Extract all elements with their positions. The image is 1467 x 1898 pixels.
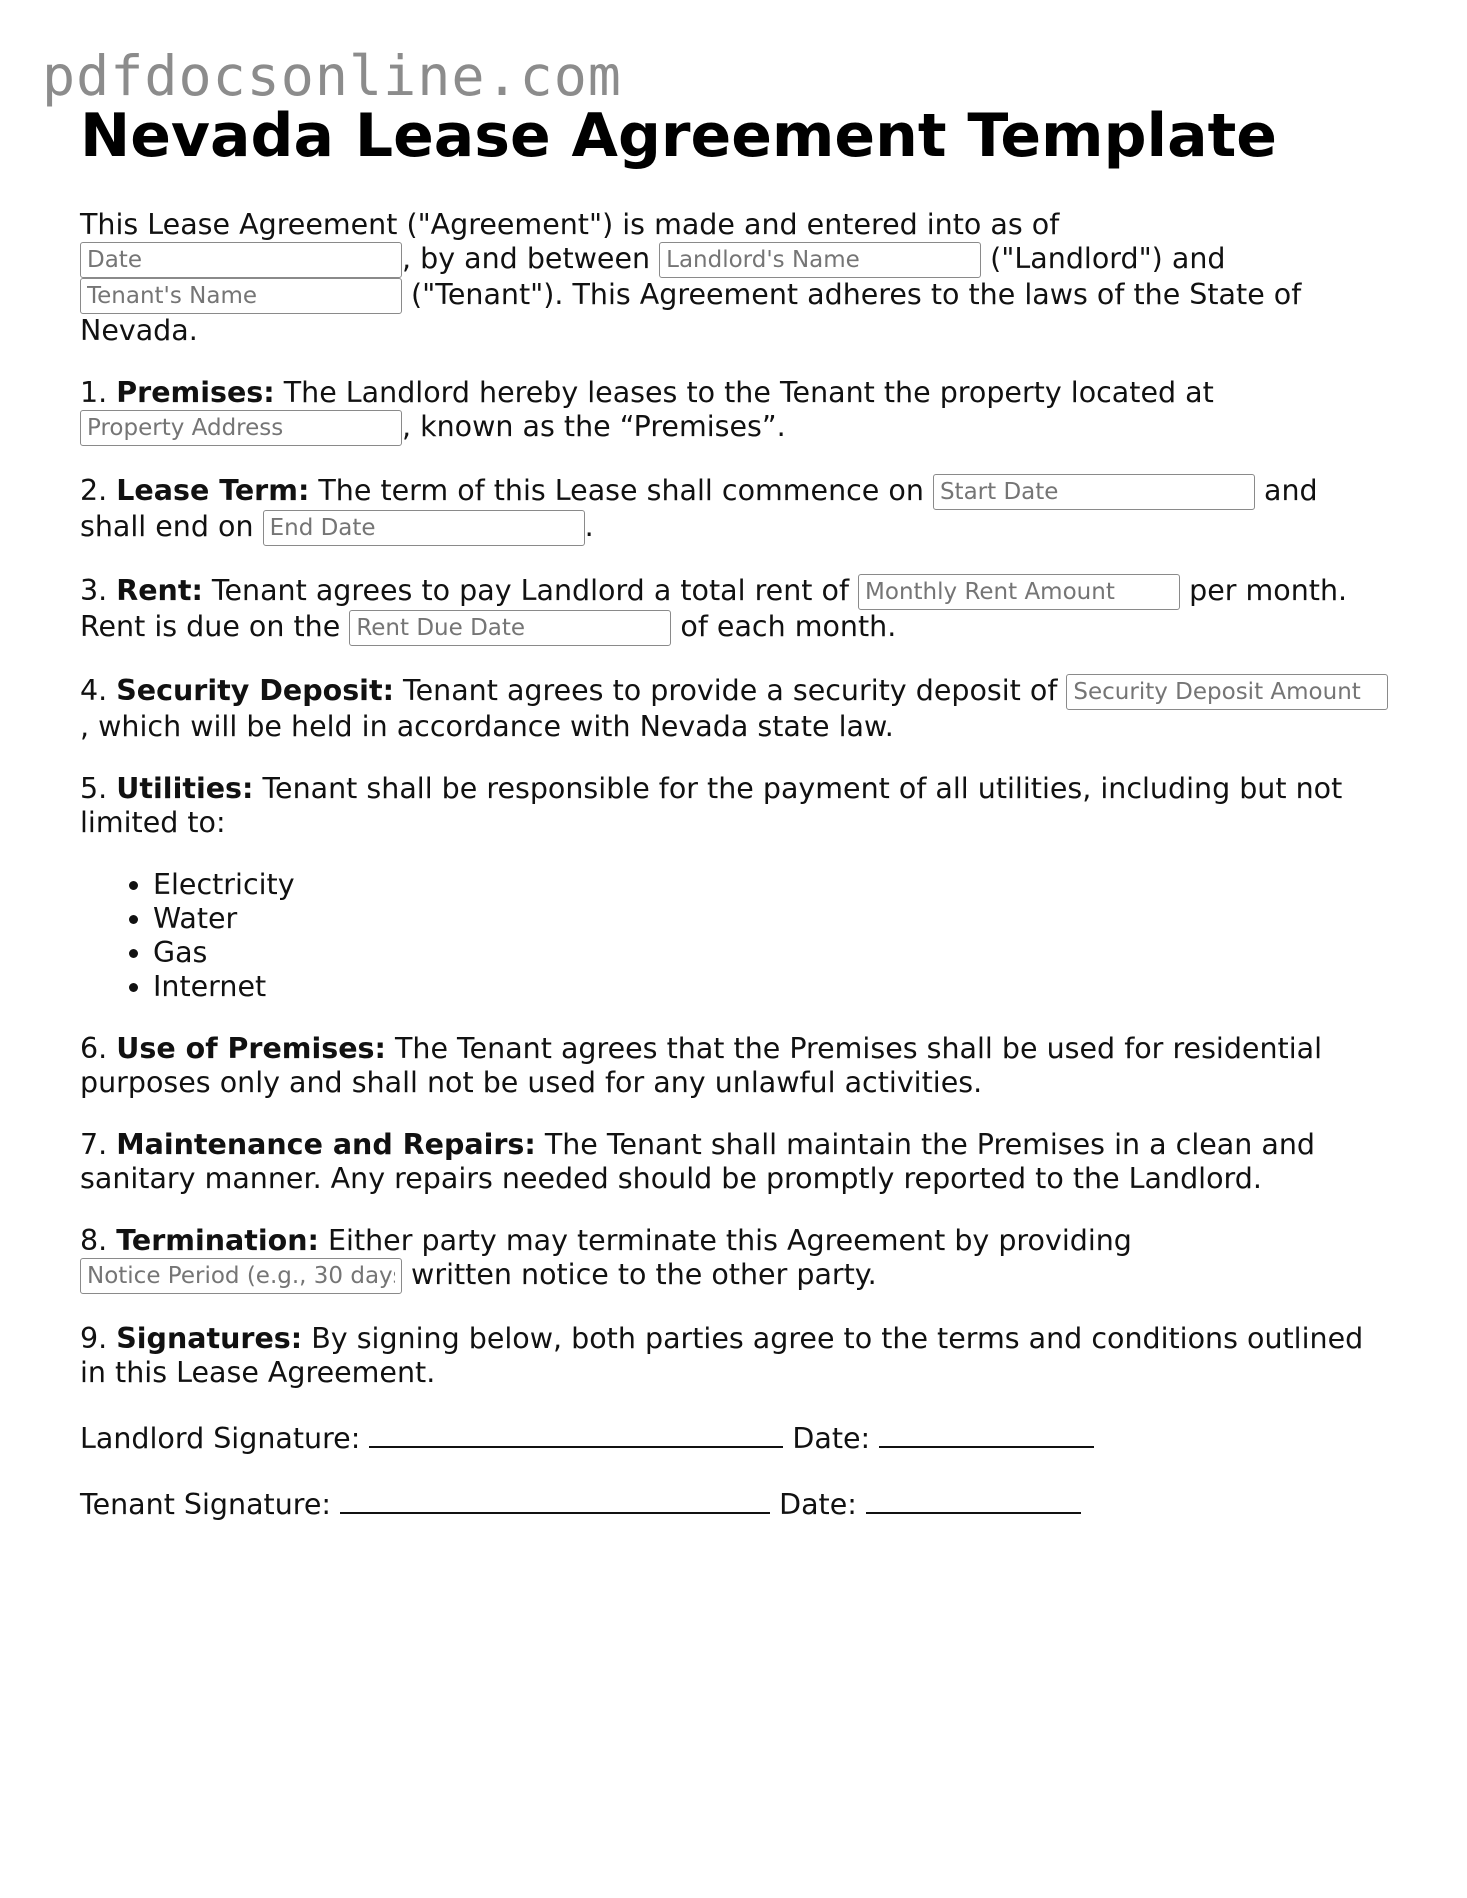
tenant-name-field[interactable] bbox=[80, 278, 402, 314]
section-label: Maintenance and Repairs: bbox=[116, 1128, 536, 1161]
section-lease-term: 2. Lease Term: The term of this Lease shall commence on Start Date and shall end on End Date . bbox=[80, 474, 1390, 546]
section-label: Termination: bbox=[116, 1224, 319, 1257]
landlord-name-field[interactable] bbox=[659, 242, 981, 278]
section-label: Lease Term: bbox=[116, 474, 310, 507]
section-label: Utilities: bbox=[116, 772, 254, 805]
landlord-date-line[interactable] bbox=[879, 1418, 1094, 1448]
section-termination: 8. Termination: Either party may terminate this Agreement by providing Notice Period (e.g., 30 days) written notice to the other party. bbox=[80, 1224, 1390, 1294]
list-item: • Electricity bbox=[153, 868, 1390, 902]
intro-paragraph: This Lease Agreement ("Agreement") is made and entered into as of Date, by and between Landlord's Name ("Landlord") and Tenant's Name ("Tenant"). This Agreement adheres to the laws of the State of Nevada. bbox=[80, 208, 1390, 348]
date-field[interactable] bbox=[80, 242, 402, 278]
rent-due-date-field[interactable] bbox=[349, 610, 671, 646]
page-title: Nevada Lease Agreement Template bbox=[80, 101, 1277, 171]
section-label: Premises: bbox=[116, 376, 275, 409]
section-use-of-premises: 6. Use of Premises: The Tenant agrees that the Premises shall be used for residential purposes only and shall not be used for any unlawful activities. bbox=[80, 1032, 1322, 1099]
security-deposit-field[interactable] bbox=[1066, 674, 1388, 710]
section-maintenance: 7. Maintenance and Repairs: The Tenant shall maintain the Premises in a clean and sanitary manner. Any repairs needed should be promptly reported to the Landlord. bbox=[80, 1128, 1315, 1195]
document-body bbox=[80, 208, 1390, 1550]
landlord-signature-line[interactable] bbox=[369, 1418, 783, 1448]
start-date-field[interactable] bbox=[933, 474, 1255, 510]
watermark: pdfdocsonline.com bbox=[42, 44, 622, 108]
utilities-list bbox=[80, 868, 1390, 1004]
list-item: • Water bbox=[153, 902, 1390, 936]
list-item: • Internet bbox=[153, 970, 1390, 1004]
section-label: Rent: bbox=[116, 574, 203, 607]
section-premises: 1. Premises: The Landlord hereby leases to the Tenant the property located at Property Address, known as the “Premises”. bbox=[80, 376, 1390, 446]
section-security-deposit: 4. Security Deposit: Tenant agrees to provide a security deposit of Security Deposit Amount, which will be held in accordance with Nevada state law. bbox=[80, 674, 1390, 744]
tenant-date-line[interactable] bbox=[866, 1484, 1081, 1514]
section-utilities: 5. Utilities: Tenant shall be responsible for the payment of all utilities, including but not limited to: bbox=[80, 772, 1343, 839]
monthly-rent-field[interactable] bbox=[858, 574, 1180, 610]
list-item: • Gas bbox=[153, 936, 1390, 970]
section-label: Use of Premises: bbox=[116, 1032, 386, 1065]
section-signatures: 9. Signatures: By signing below, both parties agree to the terms and conditions outlined in this Lease Agreement. bbox=[80, 1322, 1364, 1389]
tenant-signature-line[interactable] bbox=[340, 1484, 770, 1514]
section-label: Signatures: bbox=[116, 1322, 303, 1355]
tenant-signature-row: Tenant Signature: Date: bbox=[80, 1484, 1390, 1522]
notice-period-field[interactable] bbox=[80, 1258, 402, 1294]
section-label: Security Deposit: bbox=[116, 674, 394, 707]
end-date-field[interactable] bbox=[263, 510, 585, 546]
landlord-signature-row: Landlord Signature: Date: bbox=[80, 1418, 1390, 1456]
property-address-field[interactable] bbox=[80, 410, 402, 446]
section-rent: 3. Rent: Tenant agrees to pay Landlord a total rent of Monthly Rent Amount per month. Rent is due on the Rent Due Date of each month. bbox=[80, 574, 1390, 646]
